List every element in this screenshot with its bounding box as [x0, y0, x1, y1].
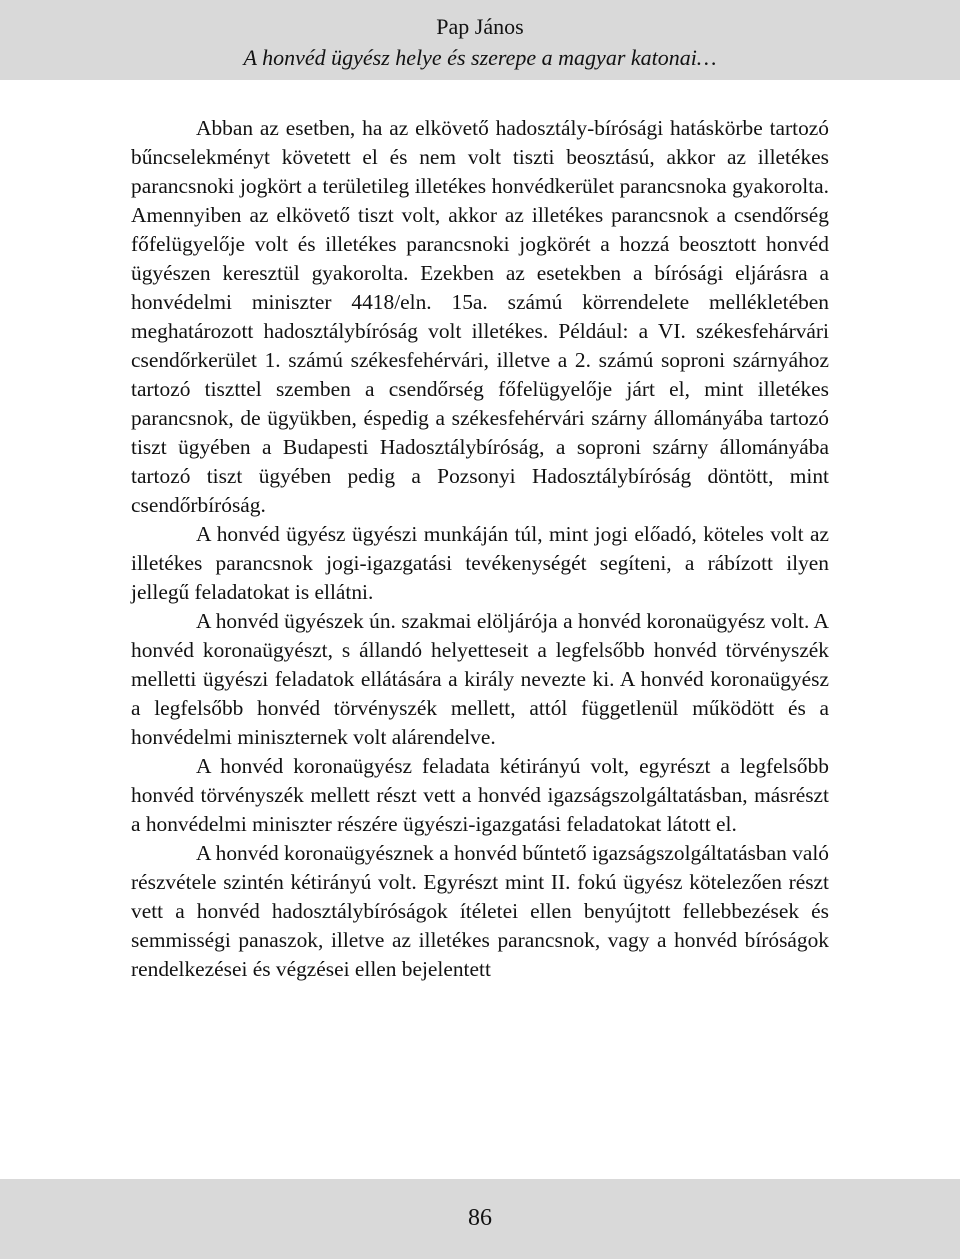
body-text [131, 114, 829, 984]
page-number: 86 [468, 1205, 492, 1231]
paragraph-5: A honvéd koronaügyésznek a honvéd bűntető igazságszolgáltatásban való részvétele szintén kétirányú volt. Egyrészt mint II. fokú ügyész kötelezően részt vett a honvéd hadosztálybíróságok ítéletei ellen benyújtott fellebbezések és semmisségi panaszok, illetve az illetékes parancsnok, vagy a honvéd bíróságok rendelkezései és végzései ellen bejelentett [131, 841, 829, 981]
running-footer [0, 1179, 960, 1259]
paragraph-1: Abban az esetben, ha az elkövető hadosztály-bírósági hatáskörbe tartozó bűncselekményt követett el és nem volt tiszti beosztású, akkor az illetékes parancsnoki jogkört a területileg illetékes honvédkerület parancsnoka gyakorolta. Amennyiben az elkövető tiszt volt, akkor az illetékes parancsnok a csendőrség főfelügyelője volt és illetékes parancsnoki jogkörét a hozzá beosztott honvéd ügyészen keresztül gyakorolta. Ezekben az esetekben a bírósági eljárásra a honvédelmi miniszter 4418/eln. 15a. számú körrendelete mellékletében meghatározott hadosztálybíróság volt illetékes. Például: a VI. székesfehárvári csendőrkerület 1. számú székesfehérvári, illetve a 2. számú soproni szárnyához tartozó tiszttel szemben a csendőrség főfelügyelője járt el, mint illetékes parancsnok, de ügyükben, éspedig a székesfehérvári szárny állományába tartozó tiszt ügyében a Budapesti Hadosztálybíróság, a soproni szárny állományába tartozó tiszt ügyében pedig a Pozsonyi Hadosztálybíróság döntött, mint csendőrbíróság. [131, 116, 829, 517]
header-author: Pap János [436, 14, 524, 39]
header-subtitle: A honvéd ügyész helye és szerepe a magyar katonai… [243, 45, 717, 70]
paragraph-4: A honvéd koronaügyész feladata kétirányú volt, egyrészt a legfelsőbb honvéd törvényszék mellett részt vett a honvéd igazságszolgáltatásban, másrészt a honvédelmi miniszter részére ügyészi-igazgatási feladatokat látott el. [131, 754, 829, 836]
paragraph-2: A honvéd ügyész ügyészi munkáján túl, mint jogi előadó, köteles volt az illetékes parancsnok jogi-igazgatási tevékenységét segíteni, a rábízott ilyen jellegű feladatokat is ellátni. [131, 522, 829, 604]
paragraph-3: A honvéd ügyészek ún. szakmai elöljárója a honvéd koronaügyész volt. A honvéd koronaügyészt, s állandó helyetteseit a legfelsőbb honvéd törvényszék melletti ügyészi feladatok ellátására a király nevezte ki. A honvéd koronaügyész a legfelsőbb honvéd törvényszék mellett, attól függetlenül működött és a honvédelmi miniszternek volt alárendelve. [131, 609, 829, 749]
running-header [0, 0, 960, 80]
